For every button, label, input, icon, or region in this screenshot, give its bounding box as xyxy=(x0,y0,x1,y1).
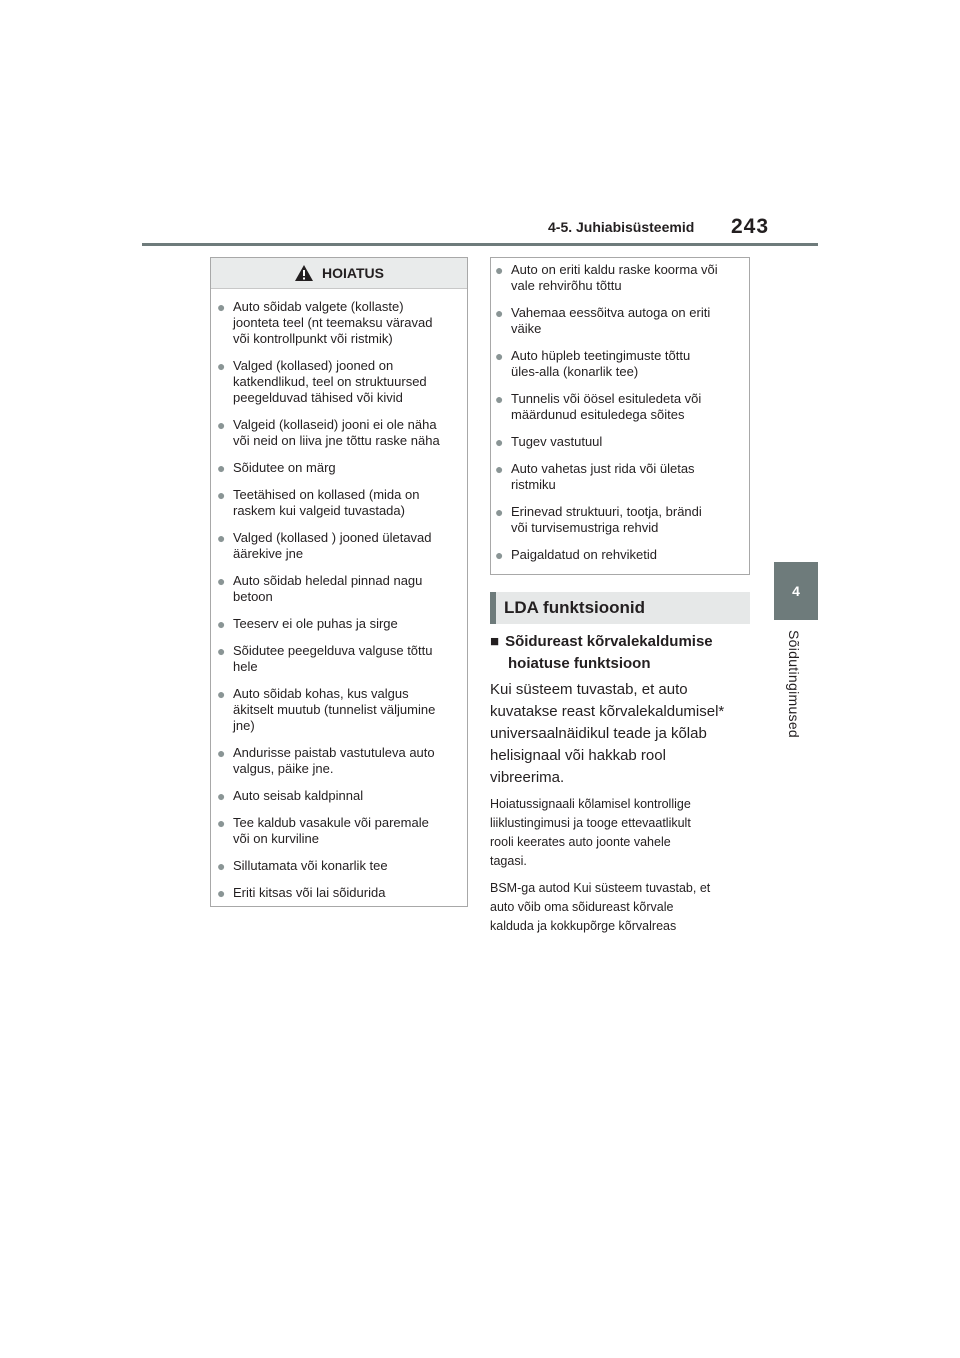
list-item-line: üles-alla (konarlik tee) xyxy=(511,364,639,379)
chapter-tab[interactable]: 4 xyxy=(774,562,818,620)
list-item-line: Valged (kollased ) jooned ületavad xyxy=(233,530,432,545)
bullet-dot-icon: ● xyxy=(217,858,226,874)
list-item-line: Auto sõidab heledal pinnad nagu xyxy=(233,573,423,588)
bullet-dot-icon: ● xyxy=(495,391,504,407)
subheading-line-1: Sõidureast kõrvalekaldumise xyxy=(505,633,713,650)
bullet-dot-icon: ● xyxy=(495,262,504,278)
list-item-line: Sillutamata või konarlik tee xyxy=(233,858,388,873)
warning-header xyxy=(211,258,467,289)
list-item-line: Paigaldatud on rehviketid xyxy=(511,547,657,562)
bullet-dot-icon: ● xyxy=(495,461,504,477)
bullet-dot-icon: ● xyxy=(495,305,504,321)
bullet-dot-icon: ● xyxy=(217,487,226,503)
list-item xyxy=(215,530,457,562)
bullet-dot-icon: ● xyxy=(217,299,226,315)
list-item xyxy=(215,885,457,901)
list-item-line: peegelduvad tähised või kivid xyxy=(233,390,403,405)
list-item-line: Eriti kitsas või lai sõidurida xyxy=(233,885,386,900)
text-line: Hoiatussignaali kõlamisel kontrollige xyxy=(490,797,691,811)
list-item xyxy=(215,573,457,605)
list-item-line: katkendlikud, teel on struktuursed xyxy=(233,374,427,389)
bullet-dot-icon: ● xyxy=(217,745,226,761)
list-item xyxy=(493,262,739,294)
list-item-line: ristmiku xyxy=(511,477,556,492)
list-item-line: või on kurviline xyxy=(233,831,319,846)
list-item xyxy=(215,815,457,847)
list-item-line: hele xyxy=(233,659,258,674)
square-bullet-icon: ■ xyxy=(490,633,500,650)
warning-continued-list xyxy=(491,258,749,563)
list-item-line: äärekive jne xyxy=(233,546,304,561)
text-line: Kui süsteem tuvastab, et auto xyxy=(490,681,688,698)
list-item-line: Auto vahetas just rida või ületas xyxy=(511,461,695,476)
list-item-line: joonteta teel (nt teemaksu väravad xyxy=(233,315,433,330)
note-paragraph-2 xyxy=(490,879,752,936)
list-item xyxy=(215,745,457,777)
subheading xyxy=(490,631,752,675)
text-line: helisignaal või hakkab rool xyxy=(490,747,666,764)
bullet-dot-icon: ● xyxy=(217,788,226,804)
list-item-line: Auto hüpleb teetingimuste tõttu xyxy=(511,348,691,363)
text-line: auto võib oma sõidureast kõrvale xyxy=(490,900,674,914)
list-item xyxy=(215,643,457,675)
subheading-line-2: hoiatuse funktsioon xyxy=(508,655,651,672)
list-item-line: raskem kui valgeid tuvastada) xyxy=(233,503,405,518)
bullet-dot-icon: ● xyxy=(217,686,226,702)
list-item xyxy=(215,487,457,519)
chapter-title: Sõidutingimused xyxy=(786,630,802,739)
bullet-dot-icon: ● xyxy=(217,616,226,632)
list-item xyxy=(215,358,457,406)
list-item-line: betoon xyxy=(233,589,273,604)
list-item xyxy=(493,547,739,563)
bullet-dot-icon: ● xyxy=(217,643,226,659)
list-item-line: Auto sõidab valgete (kollaste) xyxy=(233,299,404,314)
list-item-line: väike xyxy=(511,321,542,336)
page-number: 243 xyxy=(731,215,770,238)
bullet-dot-icon: ● xyxy=(217,885,226,901)
list-item-line: või kontrollpunkt või ristmik) xyxy=(233,331,393,346)
body-paragraph xyxy=(490,679,752,789)
list-item-line: Teetähised on kollased (mida on xyxy=(233,487,420,502)
bullet-dot-icon: ● xyxy=(495,504,504,520)
list-item-line: Valged (kollased) jooned on xyxy=(233,358,394,373)
warning-continued-box xyxy=(490,257,750,575)
list-item xyxy=(215,686,457,734)
list-item-line: Auto seisab kaldpinnal xyxy=(233,788,364,803)
bullet-dot-icon: ● xyxy=(495,547,504,563)
list-item-line: vale rehvirõhu tõttu xyxy=(511,278,622,293)
list-item-line: Erinevad struktuuri, tootja, brändi xyxy=(511,504,702,519)
list-item-line: määrdunud esituledega sõites xyxy=(511,407,685,422)
list-item xyxy=(493,305,739,337)
note-paragraph-1 xyxy=(490,795,752,871)
list-item-line: Tee kaldub vasakule või paremale xyxy=(233,815,429,830)
list-item-line: Vahemaa eessõitva autoga on eriti xyxy=(511,305,711,320)
list-item-line: äkitselt muutub (tunnelist väljumine xyxy=(233,702,436,717)
text-line: liiklustingimusi ja tooge ettevaatlikult xyxy=(490,816,691,830)
list-item-line: või neid on liiva jne tõttu raske näha xyxy=(233,433,440,448)
warning-title: HOIATUS xyxy=(322,265,384,281)
list-item-line: Andurisse paistab vastutuleva auto xyxy=(233,745,435,760)
list-item-line: Sõidutee on märg xyxy=(233,460,336,475)
list-item-line: valgus, päike jne. xyxy=(233,761,334,776)
section-title: LDA funktsioonid xyxy=(490,592,750,624)
list-item xyxy=(215,299,457,347)
list-item-line: jne) xyxy=(233,718,255,733)
warning-box xyxy=(210,257,468,907)
warning-list xyxy=(211,289,467,901)
bullet-dot-icon: ● xyxy=(217,815,226,831)
list-item-line: Valgeid (kollaseid) jooni ei ole näha xyxy=(233,417,437,432)
list-item-line: Tugev vastutuul xyxy=(511,434,603,449)
text-line: rooli keerates auto joonte vahele xyxy=(490,835,671,849)
list-item-line: Auto sõidab kohas, kus valgus xyxy=(233,686,409,701)
bullet-dot-icon: ● xyxy=(217,417,226,433)
list-item-line: Auto on eriti kaldu raske koorma või xyxy=(511,262,718,277)
bullet-dot-icon: ● xyxy=(217,358,226,374)
list-item-line: Sõidutee peegelduva valguse tõttu xyxy=(233,643,433,658)
bullet-dot-icon: ● xyxy=(217,530,226,546)
bullet-dot-icon: ● xyxy=(217,573,226,589)
list-item xyxy=(215,788,457,804)
list-item xyxy=(215,460,457,476)
list-item xyxy=(493,391,739,423)
text-line: universaalnäidikul teade ja kõlab xyxy=(490,725,707,742)
warning-triangle-icon xyxy=(294,264,314,282)
text-line: tagasi. xyxy=(490,854,527,868)
list-item xyxy=(215,616,457,632)
list-item-line: või turvisemustriga rehvid xyxy=(511,520,659,535)
bullet-dot-icon: ● xyxy=(217,460,226,476)
list-item xyxy=(493,461,739,493)
list-item-line: Tunnelis või öösel esituledeta või xyxy=(511,391,702,406)
list-item xyxy=(493,504,739,536)
text-line: kalduda ja kokkupõrge kõrvalreas xyxy=(490,919,677,933)
header-rule xyxy=(142,243,818,246)
header-section-title: 4-5. Juhiabisüsteemid xyxy=(548,219,695,235)
list-item xyxy=(493,348,739,380)
list-item xyxy=(215,417,457,449)
list-item xyxy=(493,434,739,450)
text-line: BSM-ga autod Kui süsteem tuvastab, et xyxy=(490,881,711,895)
text-line: vibreerima. xyxy=(490,769,565,786)
list-item xyxy=(215,858,457,874)
text-line: kuvatakse reast kõrvalekaldumisel* xyxy=(490,703,725,720)
bullet-dot-icon: ● xyxy=(495,434,504,450)
bullet-dot-icon: ● xyxy=(495,348,504,364)
list-item-line: Teeserv ei ole puhas ja sirge xyxy=(233,616,398,631)
